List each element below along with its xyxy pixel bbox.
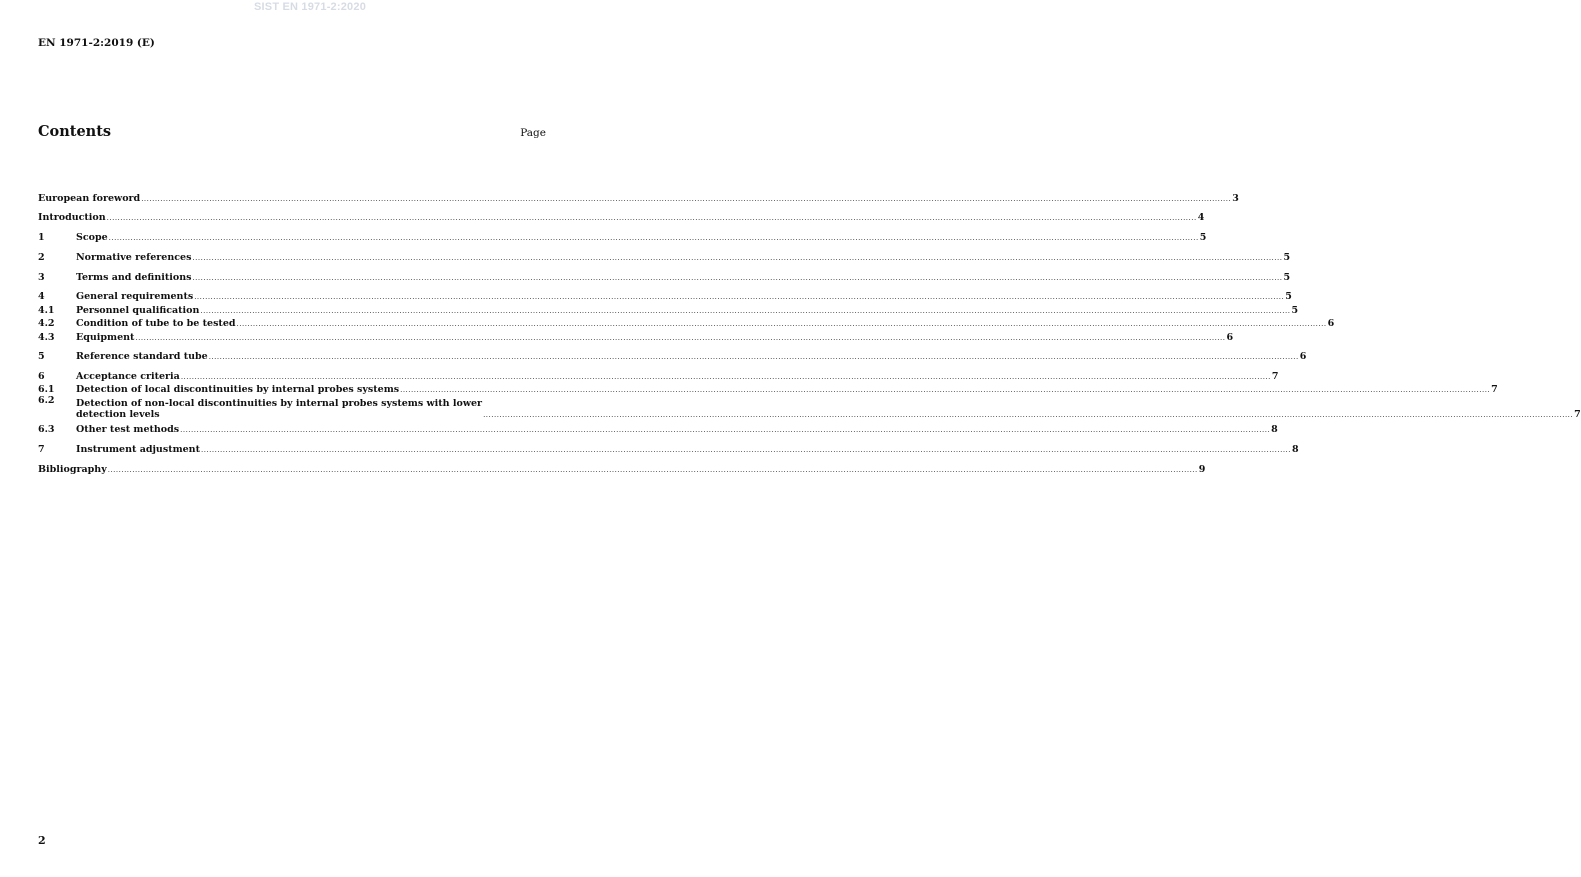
toc-entry-instrument-adjustment[interactable]: [38, 442, 1299, 455]
toc-entry-number: 4: [38, 291, 45, 302]
toc-entry-number: 2: [38, 252, 45, 263]
page-column-heading: Page: [520, 127, 546, 139]
toc-entry-number: 4.1: [38, 305, 55, 316]
toc-entry-title: Scope: [76, 232, 108, 243]
toc-entry-title: Condition of tube to be tested: [76, 318, 236, 329]
toc-leader-dots: ................................................................................................................................................................................................................................................................................................................................................................................................................: [106, 214, 1197, 222]
toc-entry-title: Terms and definitions: [76, 272, 192, 283]
toc-entry-european-foreword[interactable]: [38, 191, 1239, 204]
toc-leader-dots: ................................................................................................................................................................................................................................................................................................................................................................................................................: [200, 446, 1292, 454]
toc-leader-dots: ................................................................................................................................................................................................................................................................................................................................................................................................................: [135, 334, 1226, 342]
toc-leader-dots: ................................................................................................................................................................................................................................................................................................................................................................................................................: [108, 234, 1199, 242]
toc-entry-title: Bibliography: [38, 464, 107, 475]
toc-entry-page: 6: [1327, 318, 1335, 329]
toc-leader-dots: ................................................................................................................................................................................................................................................................................................................................................................................................................: [208, 353, 1299, 361]
watermark: SIST EN 1971-2:2020: [253, 1, 367, 13]
toc-entry-equipment[interactable]: [38, 330, 1234, 343]
toc-entry-number: 4.2: [38, 318, 55, 329]
toc-entry-bibliography[interactable]: [38, 462, 1206, 475]
toc-entry-page: 5: [1291, 305, 1299, 316]
toc-leader-dots: ................................................................................................................................................................................................................................................................................................................................................................................................................: [141, 195, 1232, 203]
toc-entry-other-test-methods[interactable]: [38, 422, 1278, 435]
toc-entry-page: 7: [1491, 384, 1498, 395]
toc-entry-number: 3: [38, 272, 45, 283]
toc-entry-reference-standard-tube[interactable]: [38, 349, 1307, 362]
toc-entry-introduction[interactable]: [38, 210, 1205, 223]
toc-entry-number: 1: [38, 232, 45, 243]
toc-entry-title: Reference standard tube: [76, 351, 208, 362]
toc-leader-dots: ................................................................................................................................................................................................................................................................................................................................................................................................................: [236, 320, 1327, 328]
toc-entry-title: Instrument adjustment: [76, 444, 200, 455]
toc-entry-number: 7: [38, 444, 45, 455]
toc-entry-personnel-qualification[interactable]: [38, 303, 1299, 316]
toc-entry-title: Introduction: [38, 212, 106, 223]
toc-entry-page: 7: [1271, 371, 1279, 382]
toc-entry-number: 4.3: [38, 332, 55, 343]
toc-entry-condition-of-tube[interactable]: [38, 316, 1335, 329]
toc-entry-terms-and-definitions[interactable]: [38, 270, 1291, 283]
toc-entry-local-discontinuities[interactable]: [38, 382, 1498, 395]
toc-entry-title-line1: Detection of non-local discontinuities by internal probes systems with lower: [76, 398, 483, 409]
toc-entry-title: General requirements: [76, 291, 194, 302]
toc-leader-dots: ................................................................................................................................................................................................................................................................................................................................................................................................................: [180, 373, 1271, 381]
toc-entry-page: 3: [1232, 193, 1239, 204]
toc-entry-title: Equipment: [76, 332, 135, 343]
toc-leader-dots: ................................................................................................................................................................................................................................................................................................................................................................................................................: [107, 466, 1198, 474]
document-id: EN 1971-2:2019 (E): [38, 37, 155, 49]
contents-title: Contents: [38, 123, 112, 140]
toc-entry-page: 8: [1271, 424, 1278, 435]
toc-entry-title: Acceptance criteria: [76, 371, 180, 382]
page-number: 2: [38, 834, 46, 847]
toc-entry-page: 7: [1574, 409, 1581, 420]
toc-entry-page: 5: [1283, 252, 1291, 263]
toc-entry-general-requirements[interactable]: [38, 289, 1292, 302]
toc-leader-dots: ................................................................................................................................................................................................................................................................................................................................................................................................................: [192, 274, 1283, 282]
toc-entry-page: 9: [1198, 464, 1206, 475]
toc-leader-dots: ................................................................................................................................................................................................................................................................................................................................................................................................................: [194, 293, 1285, 301]
toc-entry-number: 6.1: [38, 384, 55, 395]
toc-entry-page: 6: [1299, 351, 1307, 362]
toc-entry-title-line2: detection levels: [76, 409, 160, 420]
toc-entry-number: 5: [38, 351, 45, 362]
toc-entry-page: 5: [1283, 272, 1291, 283]
toc-entry-page: 5: [1199, 232, 1207, 243]
toc-entry-title: European foreword: [38, 193, 141, 204]
toc-entry-title: Personnel qualification: [76, 305, 200, 316]
toc-leader-dots: ................................................................................................................................................................................................................................................................................................................................................................................................................: [400, 386, 1491, 394]
toc-leader-dots: ................................................................................................................................................................................................................................................................................................................................................................................................................: [483, 411, 1574, 419]
toc-entry-page: 8: [1292, 444, 1299, 455]
toc-entry-page: 6: [1226, 332, 1234, 343]
toc-leader-dots: ................................................................................................................................................................................................................................................................................................................................................................................................................: [200, 307, 1291, 315]
toc-entry-non-local-discontinuities[interactable]: [38, 395, 1581, 420]
toc-entry-title: Normative references: [76, 252, 192, 263]
toc-entry-title: Other test methods: [76, 424, 180, 435]
toc-leader-dots: ................................................................................................................................................................................................................................................................................................................................................................................................................: [192, 254, 1283, 262]
toc-entry-page: 4: [1197, 212, 1205, 223]
toc-entry-scope[interactable]: [38, 230, 1207, 243]
toc-entry-number: 6.3: [38, 424, 55, 435]
toc-entry-title: Detection of local discontinuities by internal probes systems: [76, 384, 400, 395]
toc-leader-dots: ................................................................................................................................................................................................................................................................................................................................................................................................................: [180, 426, 1271, 434]
toc-entry-normative-references[interactable]: [38, 250, 1291, 263]
toc-entry-number: 6: [38, 371, 45, 382]
toc-entry-page: 5: [1285, 291, 1292, 302]
toc-entry-title: [76, 398, 482, 420]
toc-entry-acceptance-criteria[interactable]: [38, 369, 1279, 382]
toc-entry-number: 6.2: [38, 395, 55, 406]
